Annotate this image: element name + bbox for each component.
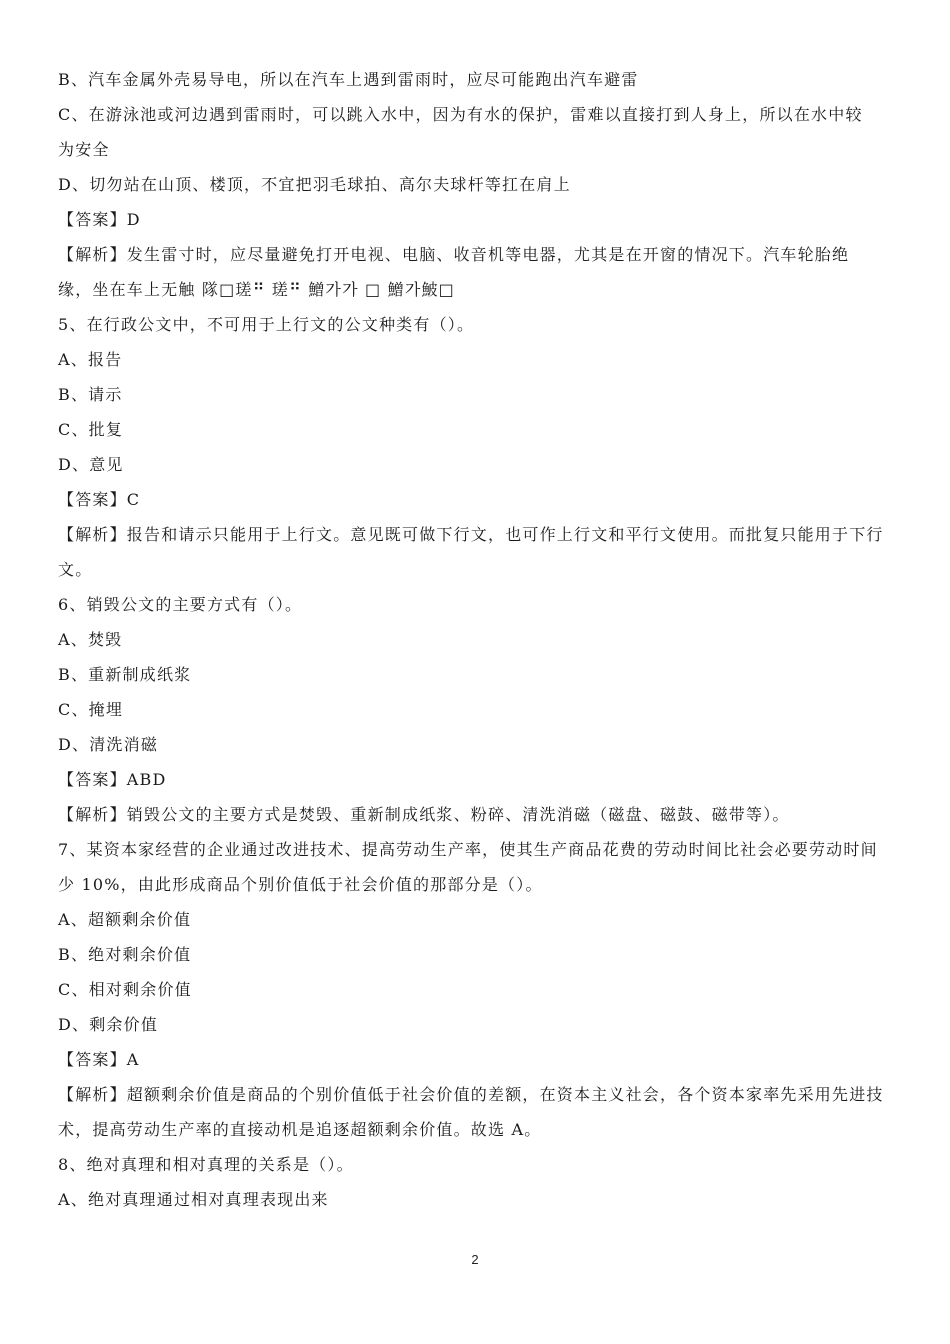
q8-option-a: A、绝对真理通过相对真理表现出来 <box>58 1190 329 1209</box>
q6-option-a: A、焚毁 <box>58 630 123 649</box>
q5-option-b: B、请示 <box>58 385 123 404</box>
analysis-line-garbled: 缘，坐在车上无触 隊□瑳⠛ 瑳⠛ 鱛가가 □ 鱛가鮍□ <box>58 280 455 299</box>
question-7: 7、某资本家经营的企业通过改进技术、提高劳动生产率，使其生产商品花费的劳动时间比社会必要劳动时间 <box>58 840 878 859</box>
page-content <box>58 62 898 1217</box>
q6-analysis: 【解析】销毁公文的主要方式是焚毁、重新制成纸浆、粉碎、清洗消磁（磁盘、磁鼓、磁带等）。 <box>58 805 790 824</box>
question-5: 5、在行政公文中，不可用于上行文的公文种类有（）。 <box>58 315 475 334</box>
question-8: 8、绝对真理和相对真理的关系是（）。 <box>58 1155 354 1174</box>
q7-option-b: B、绝对剩余价值 <box>58 945 192 964</box>
q5-analysis-cont: 文。 <box>58 560 93 579</box>
q6-option-d: D、清洗消磁 <box>58 735 159 754</box>
q7-analysis: 【解析】超额剩余价值是商品的个别价值低于社会价值的差额，在资本主义社会，各个资本家率先采用先进技 <box>58 1085 884 1104</box>
option-b-line: B、汽车金属外壳易导电，所以在汽车上遇到雷雨时，应尽可能跑出汽车避雷 <box>58 70 639 89</box>
q7-option-a: A、超额剩余价值 <box>58 910 192 929</box>
page-number: 2 <box>471 1252 479 1267</box>
q5-option-c: C、批复 <box>58 420 124 439</box>
q5-answer: 【答案】C <box>58 490 141 509</box>
q5-analysis: 【解析】报告和请示只能用于上行文。意见既可做下行文，也可作上行文和平行文使用。而批复只能用于下行 <box>58 525 884 544</box>
q5-option-a: A、报告 <box>58 350 123 369</box>
option-d-line: D、切勿站在山顶、楼顶，不宜把羽毛球拍、高尔夫球杆等扛在肩上 <box>58 175 571 194</box>
option-c-line-cont: 为安全 <box>58 140 110 159</box>
question-7-cont: 少 10%，由此形成商品个别价值低于社会价值的那部分是（）。 <box>58 875 543 894</box>
q7-option-d: D、剩余价值 <box>58 1015 159 1034</box>
option-c-line: C、在游泳池或河边遇到雷雨时，可以跳入水中，因为有水的保护，雷难以直接打到人身上，所以在水中较 <box>58 105 863 124</box>
q7-answer: 【答案】A <box>58 1050 140 1069</box>
analysis-line: 【解析】发生雷寸时，应尽量避免打开电视、电脑、收音机等电器，尤其是在开窗的情况下。汽车轮胎绝 <box>58 245 850 264</box>
question-6: 6、销毁公文的主要方式有（）。 <box>58 595 303 614</box>
answer-line: 【答案】D <box>58 210 141 229</box>
q5-option-d: D、意见 <box>58 455 124 474</box>
q6-option-b: B、重新制成纸浆 <box>58 665 192 684</box>
q6-answer: 【答案】ABD <box>58 770 167 789</box>
q7-option-c: C、相对剩余价值 <box>58 980 192 999</box>
q7-analysis-cont: 术，提高劳动生产率的直接动机是追逐超额剩余价值。故选 A。 <box>58 1120 542 1139</box>
q6-option-c: C、掩埋 <box>58 700 124 719</box>
